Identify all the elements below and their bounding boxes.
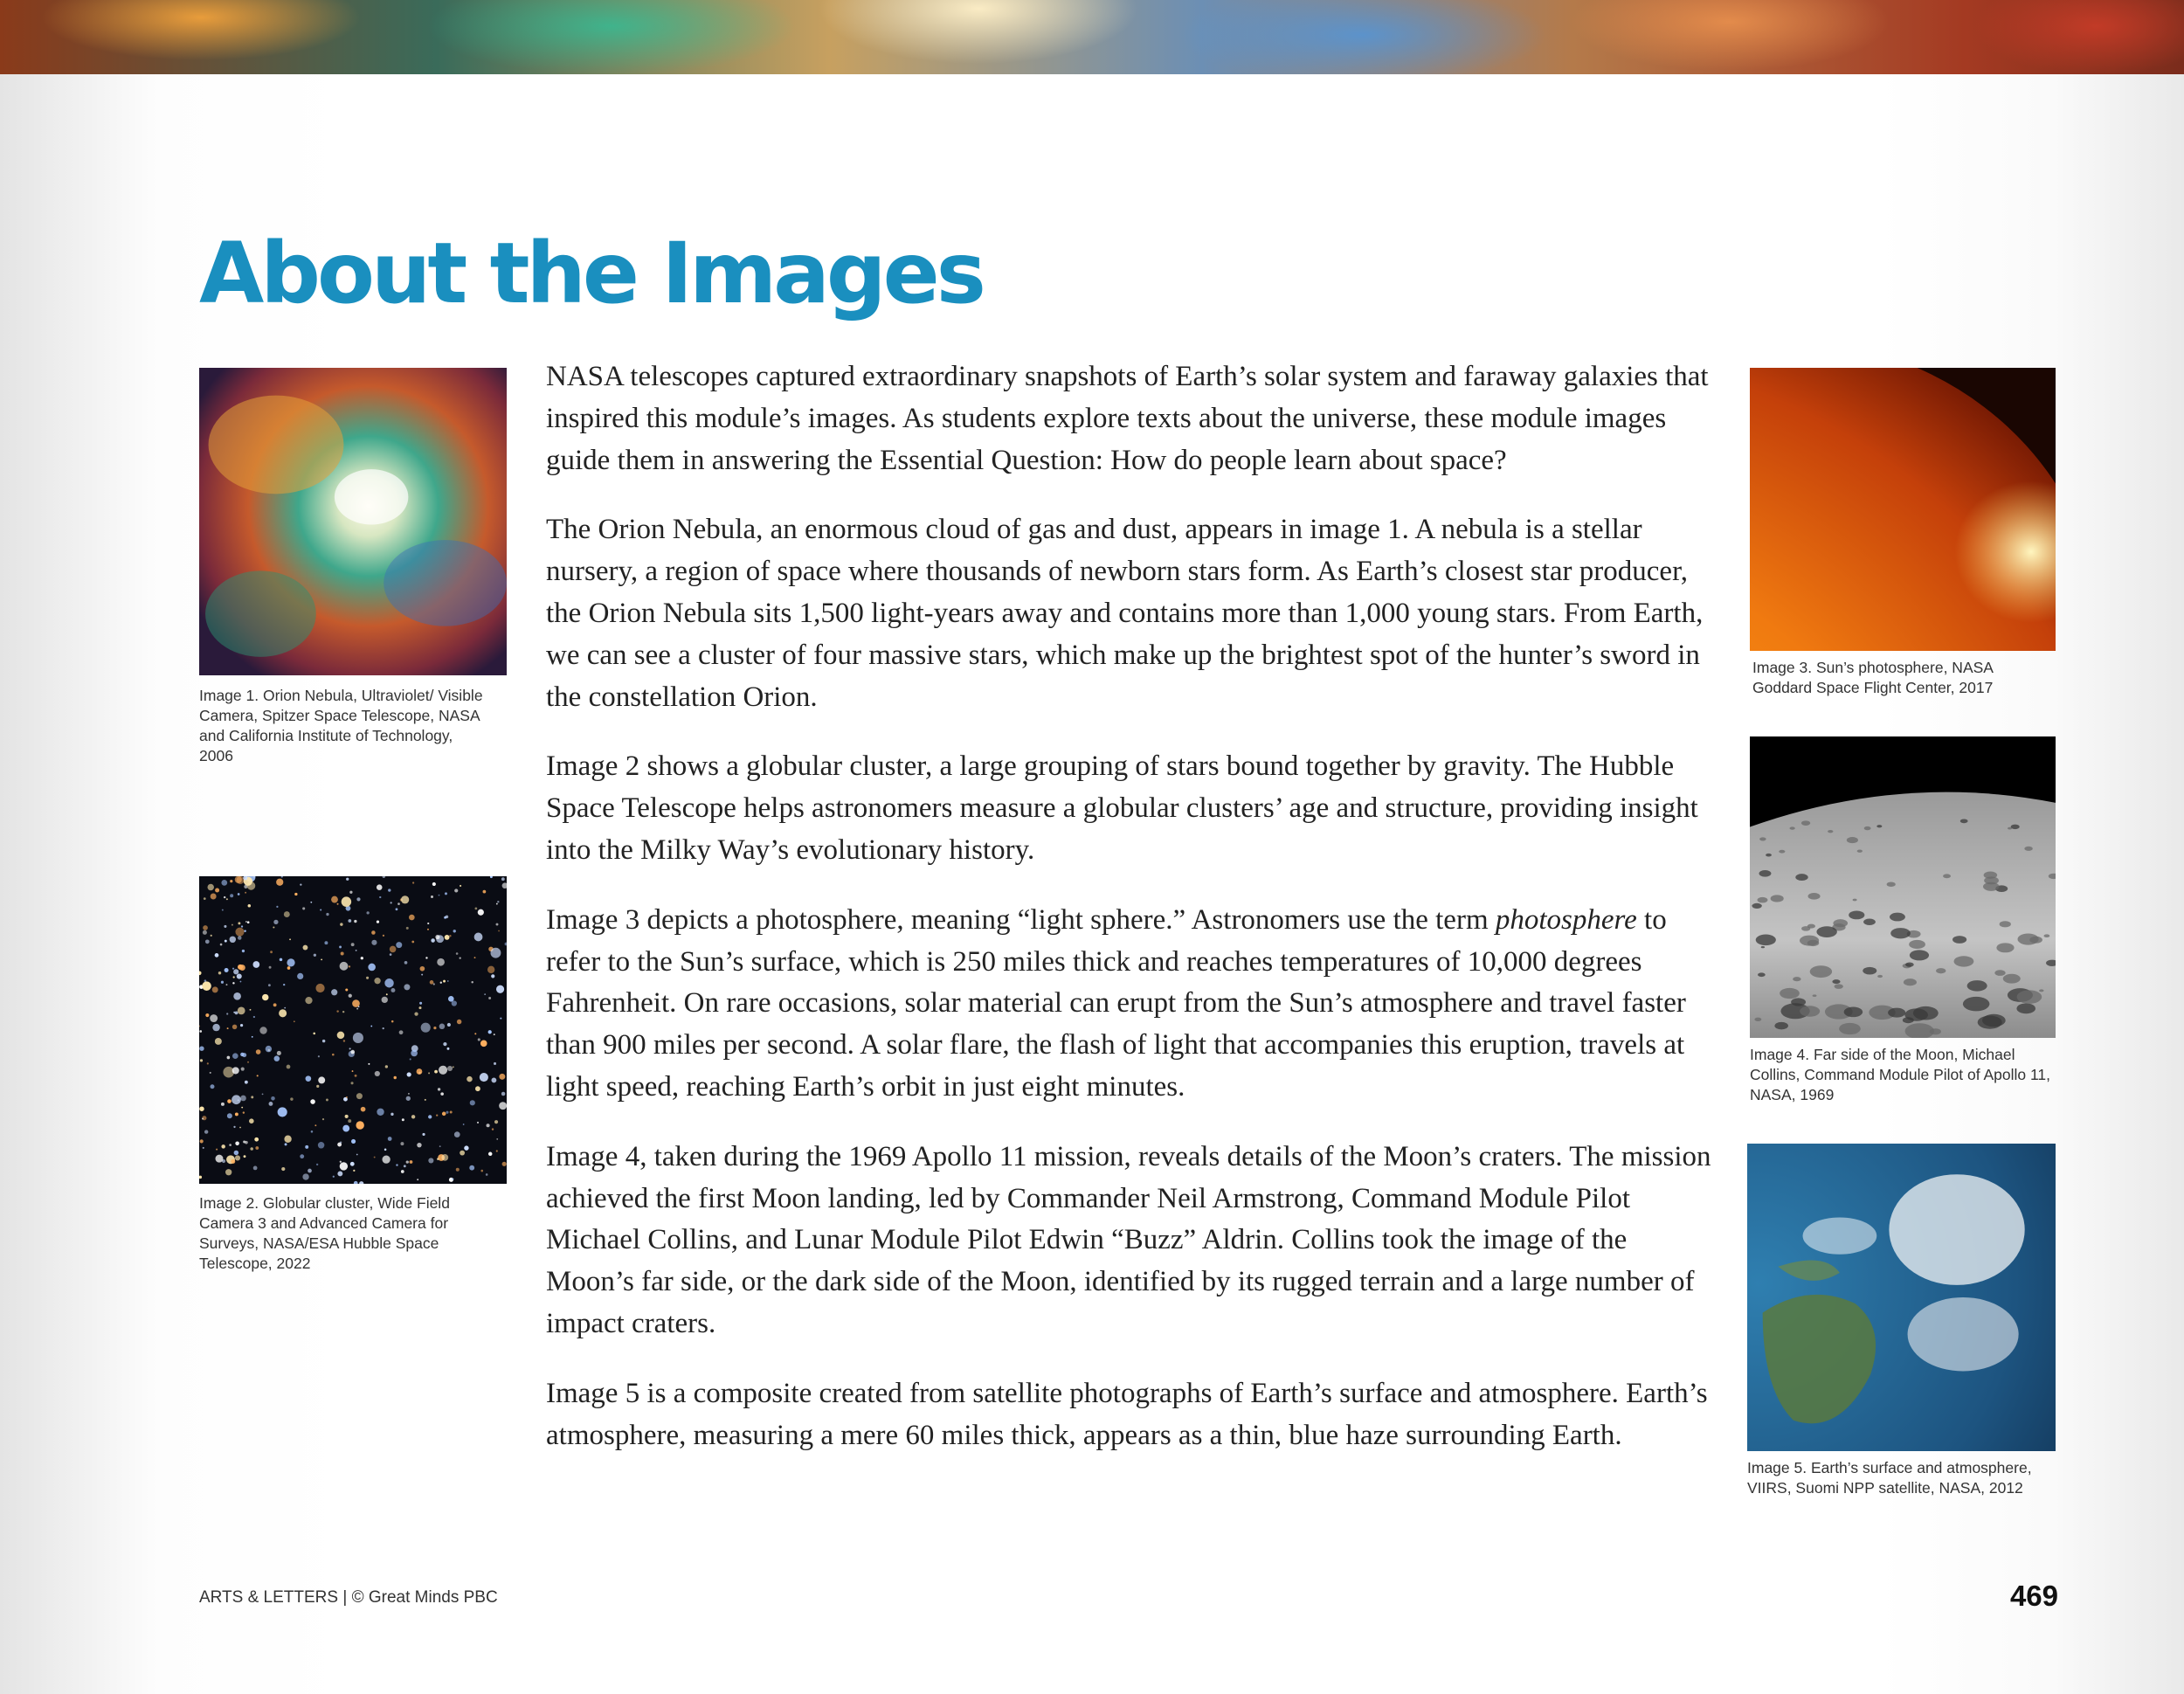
- image-5-caption: Image 5. Earth’s surface and atmosphere, VIIRS, Suomi NPP satellite, NASA, 2012: [1747, 1459, 2032, 1497]
- earth-surface-photo: [1747, 1144, 2056, 1451]
- page-number: 469: [2009, 1580, 2058, 1612]
- paragraph-moon: Image 4, taken during the 1969 Apollo 11 mission, reveals details of the Moon’s craters. The mission achieved the first Moon landing, led by Commander Neil Armstrong, Command Module Pilot Michael Collins, and Lunar Module Pilot Edwin “Buzz” Aldrin. Collins took the image of the Moon’s far side, or the dark side of the Moon, identified by its rugged terrain and a large number of impact craters.: [546, 1140, 1711, 1339]
- footer-publisher-label: ARTS & LETTERS: [199, 1588, 339, 1607]
- nebula-banner-image: [0, 0, 2184, 74]
- paragraph-photosphere: [546, 900, 1717, 1109]
- orion-nebula-photo: [199, 368, 507, 675]
- paragraph-photosphere-rest: to refer to the Sun’s surface, which is 250 miles thick and reaches temperatures of 10,000 degrees Fahrenheit. On rare occasions, solar material can erupt from the Sun’s atmosphere and travel faster than 900 miles per second. A solar flare, the flash of light that accompanies this eruption, travels at light speed, reaching Earth’s orbit in just eight minutes.: [546, 903, 1686, 1103]
- image-4-caption: Image 4. Far side of the Moon, Michael Collins, Command Module Pilot of Apollo 11, NASA, 1969: [1750, 1046, 2051, 1103]
- moon-far-side-photo: [1750, 736, 2056, 1038]
- footer-separator: |: [342, 1588, 348, 1607]
- image-1-caption: Image 1. Orion Nebula, Ultraviolet/ Visible Camera, Spitzer Space Telescope, NASA and California Institute of Technology, 2006: [199, 687, 483, 764]
- image-2-caption: Image 2. Globular cluster, Wide Field Camera 3 and Advanced Camera for Surveys, NASA/ESA Hubble Space Telescope, 2022: [199, 1194, 450, 1272]
- paragraph-intro: NASA telescopes captured extraordinary snapshots of Earth’s solar system and faraway galaxies that inspired this module’s images. As students explore texts about the universe, these module images guide them in answering the Essential Question: How do people learn about space?: [546, 361, 1709, 476]
- globular-cluster-photo: [199, 876, 507, 1184]
- paragraph-earth: Image 5 is a composite created from satellite photographs of Earth’s surface and atmosphere. Earth’s atmosphere, measuring a mere 60 miles thick, appears as a thin, blue haze surrounding Earth.: [546, 1377, 1708, 1451]
- image-3-caption: Image 3. Sun’s photosphere, NASA Goddard Space Flight Center, 2017: [1752, 659, 1994, 696]
- paragraph-orion-nebula: The Orion Nebula, an enormous cloud of gas and dust, appears in image 1. A nebula is a stellar nursery, a region of space where thousands of newborn stars form. As Earth’s closest star producer, the Orion Nebula sits 1,500 light-years away and contains more than 1,000 young stars. From Earth, we can see a cluster of four massive stars, which make up the brightest spot of the hunter’s sword in the constellation Orion.: [546, 514, 1704, 713]
- sun-photosphere-photo: [1750, 368, 2056, 651]
- footer-copyright: © Great Minds PBC: [351, 1588, 498, 1607]
- paragraph-globular-cluster: Image 2 shows a globular cluster, a large grouping of stars bound together by gravity. The Hubble Space Telescope helps astronomers measure a globular clusters’ age and structure, providing insight into the Milky Way’s evolutionary history.: [546, 750, 1698, 866]
- page-title: About the Images: [199, 225, 983, 322]
- paragraph-photosphere-lead: Image 3 depicts a photosphere, meaning “light sphere.” Astronomers use the term: [546, 903, 1489, 936]
- article-body: [546, 356, 1717, 1484]
- photosphere-term: photosphere: [1495, 903, 1637, 936]
- footer-credit: [199, 1588, 498, 1608]
